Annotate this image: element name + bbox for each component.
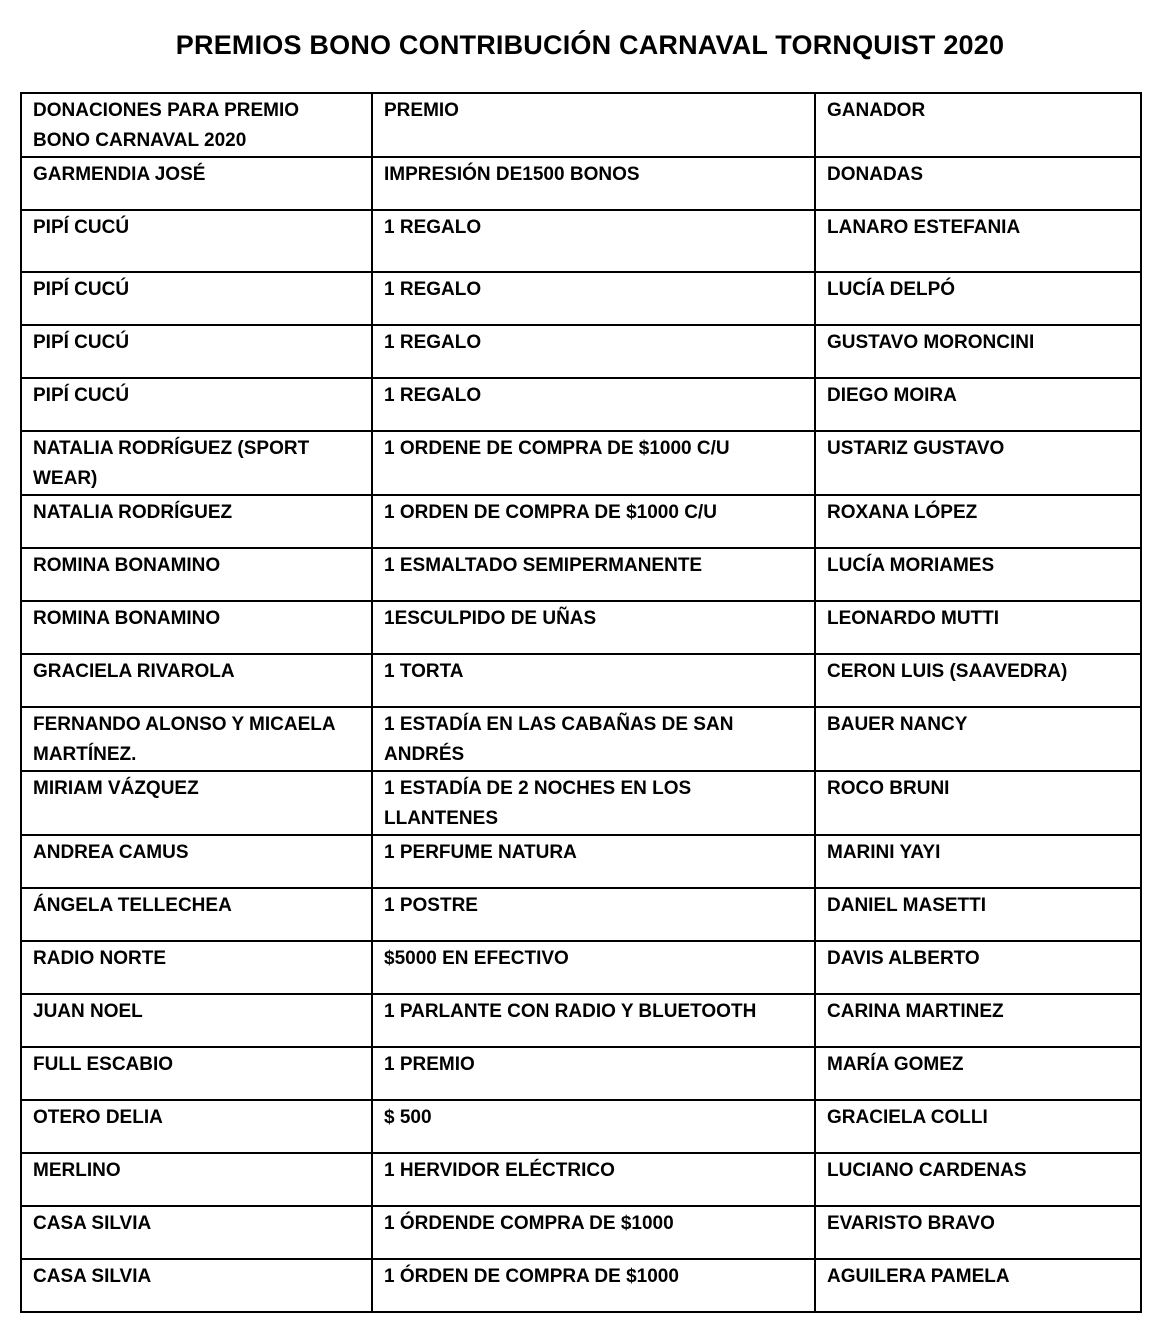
winner-cell: LUCÍA MORIAMES <box>815 548 1141 601</box>
winner-cell: CERON LUIS (SAAVEDRA) <box>815 654 1141 707</box>
donor-cell: GARMENDIA JOSÉ <box>21 157 372 210</box>
donor-cell: MERLINO <box>21 1153 372 1206</box>
donor-cell: PIPÍ CUCÚ <box>21 325 372 378</box>
prize-cell: 1 POSTRE <box>372 888 815 941</box>
prize-cell: IMPRESIÓN DE1500 BONOS <box>372 157 815 210</box>
donor-cell: FULL ESCABIO <box>21 1047 372 1100</box>
donor-cell: NATALIA RODRÍGUEZ (SPORT WEAR) <box>21 431 372 495</box>
table-row <box>21 431 1141 495</box>
prize-cell: 1 PERFUME NATURA <box>372 835 815 888</box>
donor-cell: FERNANDO ALONSO Y MICAELA MARTÍNEZ. <box>21 707 372 771</box>
table-row <box>21 495 1141 548</box>
donor-cell: PIPÍ CUCÚ <box>21 210 372 272</box>
winner-cell: LANARO ESTEFANIA <box>815 210 1141 272</box>
winner-cell: DAVIS ALBERTO <box>815 941 1141 994</box>
winner-cell: ROXANA LÓPEZ <box>815 495 1141 548</box>
table-row <box>21 1047 1141 1100</box>
winner-cell: GUSTAVO MORONCINI <box>815 325 1141 378</box>
prizes-table <box>20 92 1142 1313</box>
table-row <box>21 835 1141 888</box>
table-row <box>21 210 1141 272</box>
winner-cell: DONADAS <box>815 157 1141 210</box>
prizes-table-body <box>21 93 1141 1312</box>
table-row <box>21 378 1141 431</box>
header-winner: GANADOR <box>815 93 1141 157</box>
table-row <box>21 941 1141 994</box>
donor-cell: CASA SILVIA <box>21 1259 372 1312</box>
winner-cell: LUCÍA DELPÓ <box>815 272 1141 325</box>
header-donor: DONACIONES PARA PREMIO BONO CARNAVAL 2020 <box>21 93 372 157</box>
donor-cell: JUAN NOEL <box>21 994 372 1047</box>
donor-cell: NATALIA RODRÍGUEZ <box>21 495 372 548</box>
prize-cell: 1 ÓRDENDE COMPRA DE $1000 <box>372 1206 815 1259</box>
prize-cell: 1 ESTADÍA DE 2 NOCHES EN LOS LLANTENES <box>372 771 815 835</box>
donor-cell: OTERO DELIA <box>21 1100 372 1153</box>
table-row <box>21 325 1141 378</box>
table-row <box>21 771 1141 835</box>
winner-cell: MARÍA GOMEZ <box>815 1047 1141 1100</box>
table-row <box>21 888 1141 941</box>
prize-cell: 1 PARLANTE CON RADIO Y BLUETOOTH <box>372 994 815 1047</box>
winner-cell: DANIEL MASETTI <box>815 888 1141 941</box>
table-row <box>21 1206 1141 1259</box>
header-prize: PREMIO <box>372 93 815 157</box>
table-row <box>21 707 1141 771</box>
header-row <box>21 93 1141 157</box>
table-row <box>21 994 1141 1047</box>
winner-cell: GRACIELA COLLI <box>815 1100 1141 1153</box>
winner-cell: LEONARDO MUTTI <box>815 601 1141 654</box>
prize-cell: 1 ORDENE DE COMPRA DE $1000 C/U <box>372 431 815 495</box>
winner-cell: EVARISTO BRAVO <box>815 1206 1141 1259</box>
table-row <box>21 654 1141 707</box>
table-row <box>21 601 1141 654</box>
prize-cell: 1 REGALO <box>372 210 815 272</box>
winner-cell: DIEGO MOIRA <box>815 378 1141 431</box>
prize-cell: 1 ÓRDEN DE COMPRA DE $1000 <box>372 1259 815 1312</box>
prize-cell: 1 HERVIDOR ELÉCTRICO <box>372 1153 815 1206</box>
table-row <box>21 157 1141 210</box>
prize-cell: 1 REGALO <box>372 378 815 431</box>
donor-cell: RADIO NORTE <box>21 941 372 994</box>
prize-cell: 1 ORDEN DE COMPRA DE $1000 C/U <box>372 495 815 548</box>
table-row <box>21 1100 1141 1153</box>
prize-cell: 1 TORTA <box>372 654 815 707</box>
winner-cell: LUCIANO CARDENAS <box>815 1153 1141 1206</box>
donor-cell: ANDREA CAMUS <box>21 835 372 888</box>
prize-cell: 1 REGALO <box>372 325 815 378</box>
winner-cell: AGUILERA PAMELA <box>815 1259 1141 1312</box>
page-title: PREMIOS BONO CONTRIBUCIÓN CARNAVAL TORNQUIST 2020 <box>175 30 1005 60</box>
table-row <box>21 548 1141 601</box>
donor-cell: CASA SILVIA <box>21 1206 372 1259</box>
donor-cell: GRACIELA RIVAROLA <box>21 654 372 707</box>
winner-cell: CARINA MARTINEZ <box>815 994 1141 1047</box>
winner-cell: USTARIZ GUSTAVO <box>815 431 1141 495</box>
prize-cell: $ 500 <box>372 1100 815 1153</box>
donor-cell: PIPÍ CUCÚ <box>21 378 372 431</box>
donor-cell: ÁNGELA TELLECHEA <box>21 888 372 941</box>
donor-cell: ROMINA BONAMINO <box>21 601 372 654</box>
winner-cell: MARINI YAYI <box>815 835 1141 888</box>
prize-cell: 1 ESTADÍA EN LAS CABAÑAS DE SAN ANDRÉS <box>372 707 815 771</box>
donor-cell: MIRIAM VÁZQUEZ <box>21 771 372 835</box>
prize-cell: 1 REGALO <box>372 272 815 325</box>
table-row <box>21 1153 1141 1206</box>
prize-cell: 1 PREMIO <box>372 1047 815 1100</box>
winner-cell: ROCO BRUNI <box>815 771 1141 835</box>
donor-cell: PIPÍ CUCÚ <box>21 272 372 325</box>
prize-cell: 1 ESMALTADO SEMIPERMANENTE <box>372 548 815 601</box>
table-row <box>21 1259 1141 1312</box>
winner-cell: BAUER NANCY <box>815 707 1141 771</box>
prize-cell: 1ESCULPIDO DE UÑAS <box>372 601 815 654</box>
table-row <box>21 272 1141 325</box>
donor-cell: ROMINA BONAMINO <box>21 548 372 601</box>
prize-cell: $5000 EN EFECTIVO <box>372 941 815 994</box>
